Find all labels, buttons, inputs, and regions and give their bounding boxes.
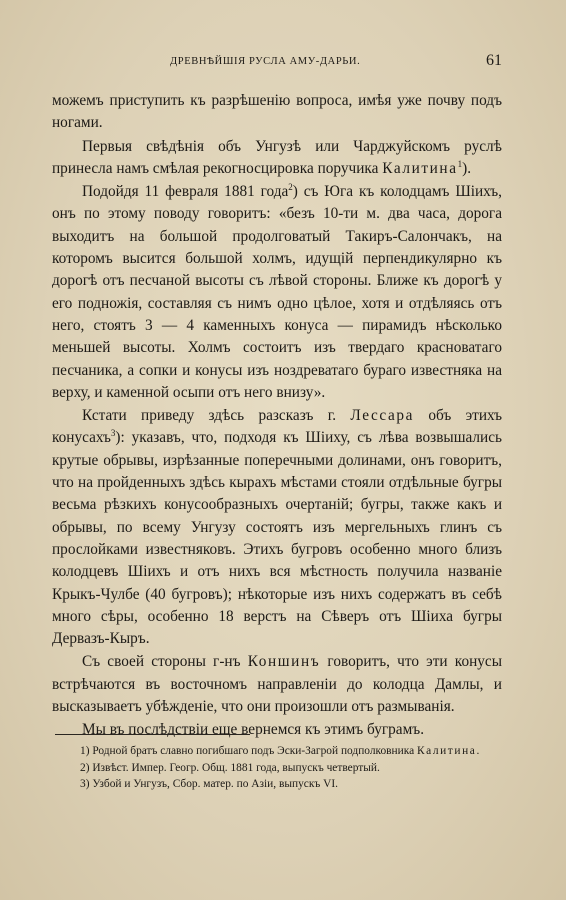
footnote-ref: 3 — [110, 428, 116, 439]
footnotes — [52, 743, 502, 793]
page-number: 61 — [486, 52, 502, 69]
footnote-1: 1) Родной братъ славно погибшаго подъ Эски-Загрой подполковника Калитина. — [80, 745, 480, 757]
person-name: Коншинъ — [247, 653, 321, 671]
main-text — [52, 90, 502, 743]
running-head: ДРЕВНѢЙШІЯ РУСЛА АМУ-ДАРЬИ. — [170, 56, 361, 67]
paragraph-6: Мы въ послѣдствіи еще вернемся къ этимъ буграмъ. — [82, 721, 425, 739]
page-header — [52, 52, 502, 72]
person-name: Калитина — [382, 159, 458, 177]
footnote-divider — [55, 734, 250, 735]
footnote-2: 2) Извѣст. Импер. Геогр. Общ. 1881 года, выпускъ четвертый. — [80, 761, 380, 774]
paragraph-2: Первыя свѣдѣнія объ Унгузѣ или Чарджуйскомъ руслѣ принесла намъ смѣлая рекогносцировка поручика Калитина$^1$). — [52, 137, 502, 177]
paragraph-5: Съ своей стороны г-нъ Коншинъ говоритъ, что эти конусы встрѣчаются въ восточномъ направленіи до колодца Дамлы, и высказываетъ убѣжденіе, что они произошли отъ размыванія. — [52, 653, 502, 716]
person-name: Лессара — [350, 407, 415, 425]
paragraph-3: Подойдя 11 февраля 1881 года$^2$) съ Юга къ колодцамъ Шіихъ, онъ по этому поводу говоритъ: «безъ 10-ти м. два часа, дорога выходитъ на большой продолговатый Такиръ-Салончакъ, на которомъ высится большой холмъ, идущій перпендикулярно къ дорогѣ отъ песчаной высоты съ лѣвой стороны. Ближе къ дорогѣ у его подножія, составляя съ нимъ одно цѣлое, хотя и отдѣляясь отъ него, стоятъ 3 — 4 каменныхъ конуса — пирамидъ нѣсколько меньшей высоты. Холмъ состоитъ изъ твердаго красноватаго песчаника, а сопки и конусы изъ ноздреватаго бураго известняка на верху, и каменной осыпи отъ него внизу». — [52, 182, 502, 401]
paragraph-4: Кстати приведу здѣсь разсказъ г. Лессара объ этихъ конусахъ$^3$): указавъ, что, подходя къ Шіиху, съ лѣва возвышались крутые обрывы, изрѣзанные поперечными долинами, онъ говоритъ, что на пройденныхъ здѣсь кырахъ мѣстами стояли отдѣльные бугры весьма рѣзкихъ конусообразныхъ очертаній; бугры, также какъ и обрывы, по всему Унгузу состоятъ изъ мергельныхъ глинъ съ прослойками известняковъ. Этихъ бугровъ особенно много близъ колодцевъ Шіихъ и отъ нихъ вся мѣстность получила названіе Крыкъ-Чулбе (40 бугровъ); нѣкоторые изъ нихъ содержатъ въ себѣ много сѣры, особенно 18 верстъ на Сѣверъ отъ Шіиха бугры Дервазъ-Кыръ. — [52, 407, 502, 648]
paragraph-1: можемъ приступить къ разрѣшенію вопроса, имѣя уже почву подъ ногами. — [52, 92, 502, 132]
footnote-3: 3) Узбой и Унгузъ, Сбор. матер. по Азіи, выпускъ VI. — [80, 778, 338, 790]
footnote-ref: 1 — [457, 158, 463, 169]
person-name: Калитина — [417, 745, 477, 757]
footnote-ref: 2 — [288, 182, 293, 193]
